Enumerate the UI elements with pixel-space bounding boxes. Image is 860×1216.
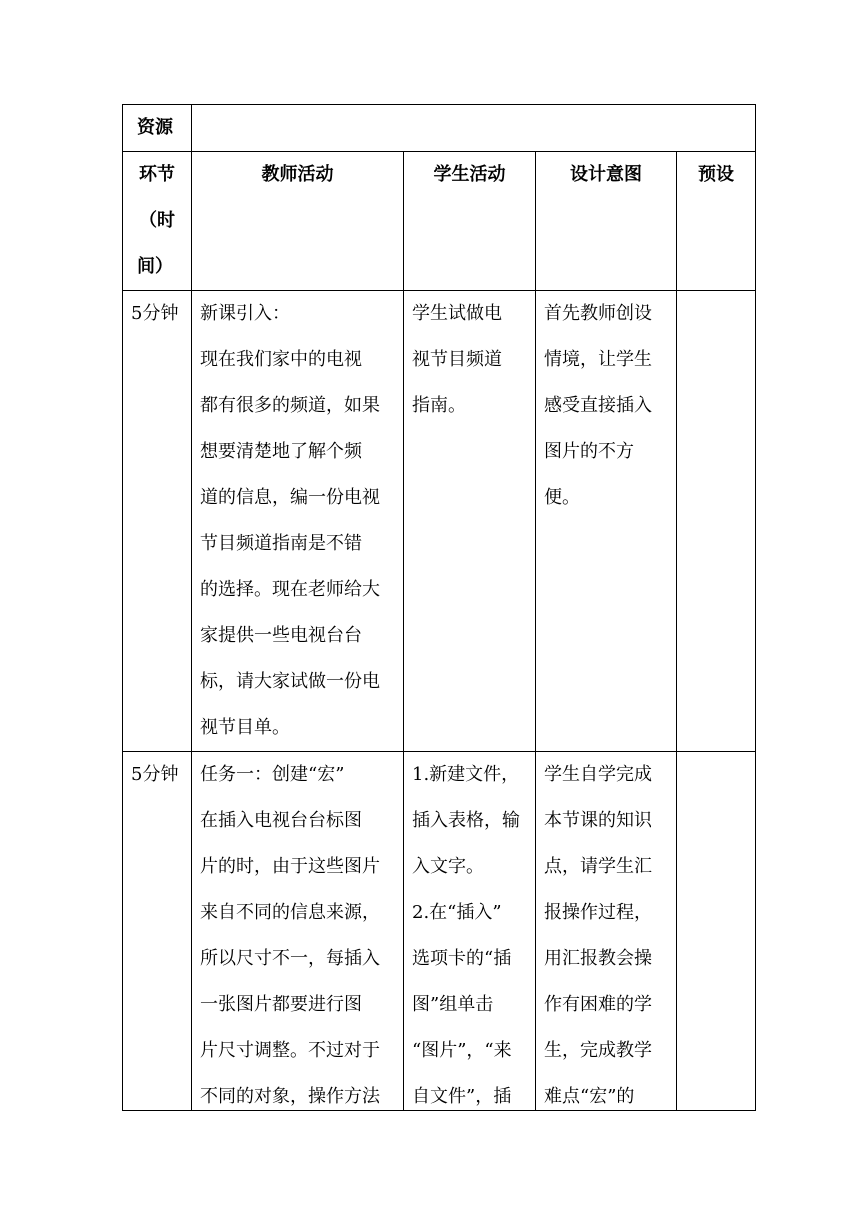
text-line: 便。	[544, 487, 580, 508]
text-line: 报操作过程，	[544, 902, 652, 923]
text-line: 不同的对象，操作方法	[200, 1086, 380, 1107]
text-line: 想要清楚地了解个频	[200, 441, 362, 462]
text-line: 任务一：创建“宏”	[200, 764, 345, 785]
header-row	[123, 152, 756, 291]
text-line: 家提供一些电视台台	[200, 625, 362, 646]
resource-label: 资源	[137, 117, 173, 138]
header-stage-line: （时	[139, 210, 175, 231]
text-line: 都有很多的频道，如果	[200, 395, 380, 416]
text-line: 难点“宏”的	[544, 1086, 635, 1107]
text-line: 入文字。	[412, 856, 484, 877]
student-activity-cell	[404, 752, 536, 1111]
time-value: 5分钟	[131, 764, 179, 785]
time-cell	[123, 291, 192, 752]
preset-cell	[677, 291, 756, 752]
text-line: 2.在“插入”	[412, 902, 502, 923]
time-cell	[123, 752, 192, 1111]
text-line: 在插入电视台台标图	[200, 810, 362, 831]
text-line: 图片的不方	[544, 441, 634, 462]
header-preset-cell	[677, 152, 756, 291]
text-line: 学生自学完成	[544, 764, 652, 785]
teacher-activity-cell	[192, 291, 404, 752]
text-line: 所以尺寸不一，每插入	[200, 948, 380, 969]
text-line: 本节课的知识	[544, 810, 652, 831]
text-line: 学生试做电	[412, 303, 502, 324]
design-intent-cell	[536, 752, 677, 1111]
text-line: 片的时，由于这些图片	[200, 856, 380, 877]
text-line: 情境，让学生	[544, 349, 652, 370]
header-student: 学生活动	[433, 164, 506, 185]
text-line: 的选择。现在老师给大	[200, 579, 380, 600]
text-line: 插入表格，输	[412, 810, 520, 831]
text-line: 道的信息，编一份电视	[200, 487, 380, 508]
text-line: 自文件”，插	[412, 1086, 512, 1107]
text-line: 视节目频道	[412, 349, 502, 370]
design-intent-cell	[536, 291, 677, 752]
header-teacher-cell	[192, 152, 404, 291]
text-line: 图”组单击	[412, 994, 494, 1015]
text-line: 点，请学生汇	[544, 856, 652, 877]
text-line: 作有困难的学	[544, 994, 652, 1015]
header-stage-line: 环节	[139, 164, 175, 185]
header-student-cell	[404, 152, 536, 291]
text-line: 来自不同的信息来源，	[200, 902, 380, 923]
header-preset: 预设	[698, 164, 734, 185]
header-teacher: 教师活动	[261, 164, 334, 185]
header-stage-line: 间）	[137, 256, 173, 277]
header-stage-cell	[123, 152, 192, 291]
lesson-plan-table	[122, 104, 756, 1111]
text-line: 首先教师创设	[544, 303, 652, 324]
text-line: 视节目单。	[200, 717, 290, 738]
table-row	[123, 752, 756, 1111]
table-row	[123, 291, 756, 752]
time-value: 5分钟	[131, 303, 179, 324]
text-line: 用汇报教会操	[544, 948, 652, 969]
text-line: 1.新建文件，	[412, 764, 520, 785]
resource-row	[123, 105, 756, 152]
student-activity-cell	[404, 291, 536, 752]
teacher-activity-cell	[192, 752, 404, 1111]
resource-label-cell	[123, 105, 192, 152]
text-line: 新课引入：	[200, 303, 290, 324]
text-line: 片尺寸调整。不过对于	[200, 1040, 380, 1061]
text-line: 选项卡的“插	[412, 948, 512, 969]
text-line: 一张图片都要进行图	[200, 994, 362, 1015]
text-line: 现在我们家中的电视	[200, 349, 362, 370]
text-line: 感受直接插入	[544, 395, 652, 416]
header-intent-cell	[536, 152, 677, 291]
text-line: 指南。	[412, 395, 466, 416]
text-line: 节目频道指南是不错	[200, 533, 362, 554]
header-intent: 设计意图	[570, 164, 642, 185]
text-line: “图片”，“来	[412, 1040, 512, 1061]
resource-value-cell	[192, 105, 756, 152]
preset-cell	[677, 752, 756, 1111]
text-line: 生，完成教学	[544, 1040, 652, 1061]
text-line: 标，请大家试做一份电	[200, 671, 380, 692]
